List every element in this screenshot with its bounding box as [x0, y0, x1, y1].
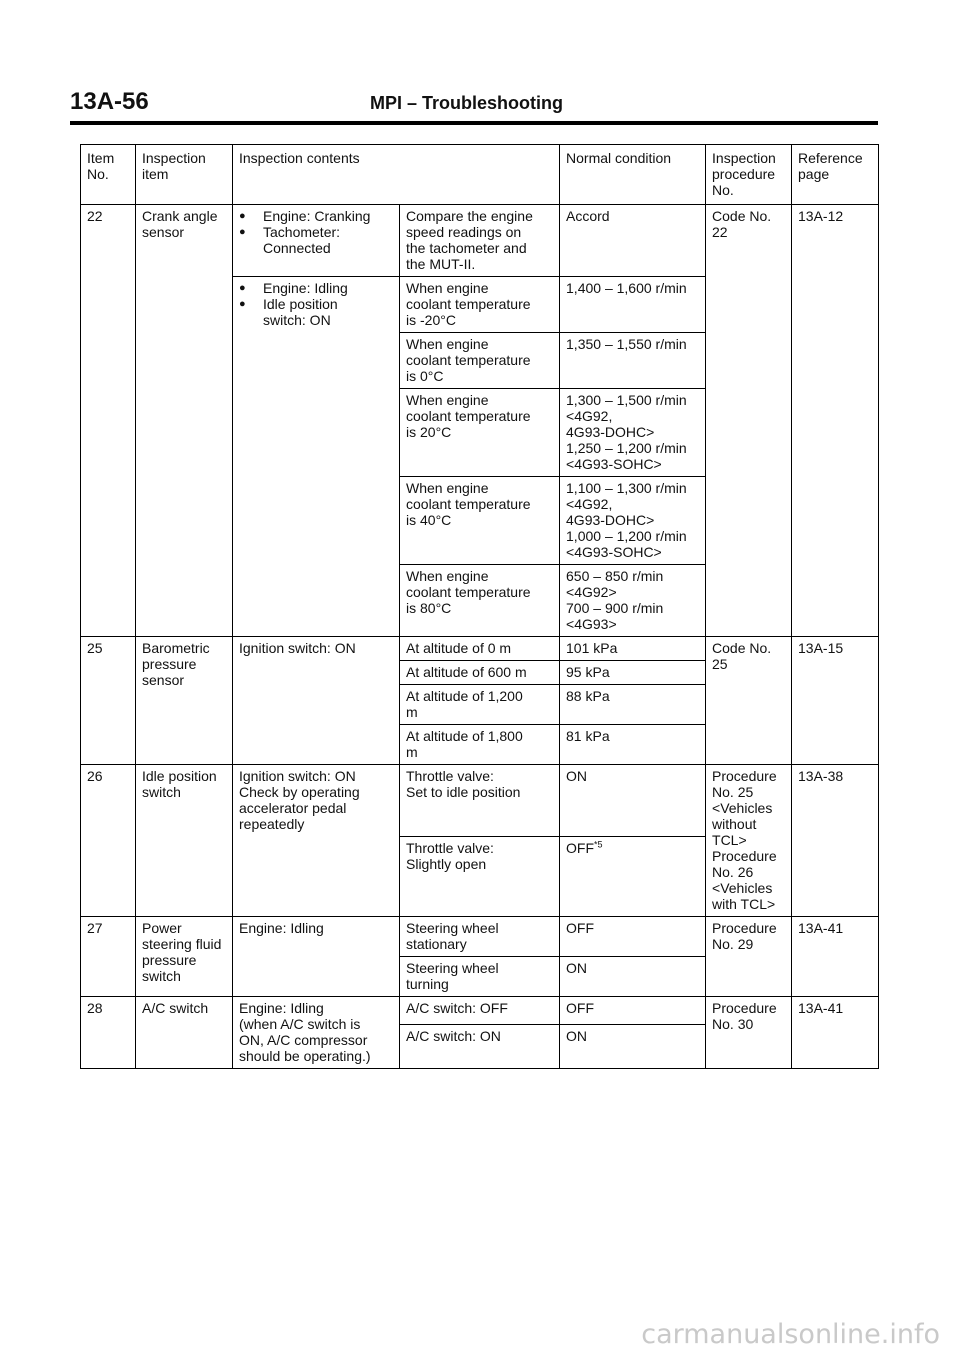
condition-cell: Throttle valve: Set to idle position	[400, 765, 560, 837]
item-no-cell: 28	[81, 997, 136, 1069]
normal-condition-cell: ON	[560, 765, 706, 837]
normal-condition-cell: 101 kPa	[560, 637, 706, 661]
procedure-cell: Code No. 22	[706, 205, 792, 637]
bullet-item	[239, 224, 393, 256]
inspection-contents-cell: Engine: Idling (when A/C switch is ON, A/C compressor should be operating.)	[233, 997, 400, 1069]
normal-condition-cell: 1,100 – 1,300 r/min <4G92, 4G93-DOHC> 1,000 – 1,200 r/min <4G93-SOHC>	[560, 477, 706, 565]
normal-condition-cell: ON	[560, 957, 706, 997]
reference-page-cell: 13A-12	[792, 205, 879, 637]
table-row	[81, 205, 879, 277]
header-rule	[70, 121, 878, 125]
table-header-row	[81, 145, 879, 205]
bullet-item	[239, 208, 393, 224]
bullet-text: Idle position switch: ON	[263, 296, 338, 328]
bullet-icon: ●	[239, 226, 246, 238]
table-row	[81, 637, 879, 661]
item-no-cell: 26	[81, 765, 136, 917]
inspection-contents-cell: Ignition switch: ON	[233, 637, 400, 765]
bullet-item	[239, 280, 393, 296]
condition-cell: Compare the engine speed readings on the tachometer and the MUT-II.	[400, 205, 560, 277]
col-header-normal-condition: Normal condition	[560, 145, 706, 205]
normal-condition-cell: 1,400 – 1,600 r/min	[560, 277, 706, 333]
normal-condition-cell: 95 kPa	[560, 661, 706, 685]
condition-cell: Throttle valve: Slightly open	[400, 837, 560, 917]
procedure-cell: Procedure No. 29	[706, 917, 792, 997]
normal-condition-cell: 88 kPa	[560, 685, 706, 725]
table-row	[81, 997, 879, 1025]
condition-cell: When engine coolant temperature is -20°C	[400, 277, 560, 333]
col-header-inspection-item: Inspection item	[136, 145, 233, 205]
inspection-contents-cell	[233, 277, 400, 637]
normal-condition-cell: Accord	[560, 205, 706, 277]
normal-condition-cell: 650 – 850 r/min <4G92> 700 – 900 r/min <4G93>	[560, 565, 706, 637]
inspection-item-cell: Crank angle sensor	[136, 205, 233, 637]
bullet-icon: ●	[239, 210, 246, 222]
condition-cell: When engine coolant temperature is 20°C	[400, 389, 560, 477]
table-row	[81, 765, 879, 837]
normal-condition-cell: ON	[560, 1025, 706, 1069]
condition-cell: At altitude of 600 m	[400, 661, 560, 685]
bullet-text: Engine: Idling	[263, 280, 348, 296]
inspection-item-cell: Barometric pressure sensor	[136, 637, 233, 765]
inspection-contents-cell: Ignition switch: ON Check by operating accelerator pedal repeatedly	[233, 765, 400, 917]
inspection-contents-cell	[233, 205, 400, 277]
footnote-mark: *5	[594, 839, 603, 850]
bullet-item	[239, 296, 393, 328]
item-no-cell: 25	[81, 637, 136, 765]
condition-cell: When engine coolant temperature is 0°C	[400, 333, 560, 389]
item-no-cell: 27	[81, 917, 136, 997]
normal-value: OFF	[566, 840, 595, 856]
condition-cell: At altitude of 1,200 m	[400, 685, 560, 725]
bullet-text: Tachometer: Connected	[263, 224, 341, 256]
normal-condition-cell: 1,300 – 1,500 r/min <4G92, 4G93-DOHC> 1,250 – 1,200 r/min <4G93-SOHC>	[560, 389, 706, 477]
item-no-cell: 22	[81, 205, 136, 637]
bullet-text: Engine: Cranking	[263, 208, 371, 224]
inspection-item-cell: Power steering fluid pressure switch	[136, 917, 233, 997]
watermark: carmanualsonline.info	[641, 1319, 940, 1350]
col-header-item-no: Item No.	[81, 145, 136, 205]
page-title: MPI – Troubleshooting	[370, 93, 563, 113]
inspection-item-cell: Idle position switch	[136, 765, 233, 917]
procedure-cell: Code No. 25	[706, 637, 792, 765]
col-header-inspection-contents: Inspection contents	[233, 145, 560, 205]
reference-page-cell: 13A-41	[792, 917, 879, 997]
condition-cell: When engine coolant temperature is 40°C	[400, 477, 560, 565]
normal-condition-cell: OFF	[560, 997, 706, 1025]
inspection-contents-cell: Engine: Idling	[233, 917, 400, 997]
table-row	[81, 917, 879, 957]
condition-cell: When engine coolant temperature is 80°C	[400, 565, 560, 637]
troubleshooting-table	[80, 144, 879, 1069]
normal-condition-cell: OFF	[560, 917, 706, 957]
condition-cell: Steering wheel turning	[400, 957, 560, 997]
col-header-reference-page: Reference page	[792, 145, 879, 205]
normal-condition-cell	[560, 837, 706, 917]
bullet-icon: ●	[239, 282, 246, 294]
normal-condition-cell: 1,350 – 1,550 r/min	[560, 333, 706, 389]
page-number: 13A-56	[70, 88, 149, 115]
col-header-inspection-procedure: Inspection procedure No.	[706, 145, 792, 205]
reference-page-cell: 13A-38	[792, 765, 879, 917]
condition-cell: A/C switch: ON	[400, 1025, 560, 1069]
reference-page-cell: 13A-15	[792, 637, 879, 765]
page-header	[70, 88, 880, 122]
condition-cell: A/C switch: OFF	[400, 997, 560, 1025]
bullet-icon: ●	[239, 298, 246, 310]
procedure-cell: Procedure No. 25 <Vehicles without TCL> Procedure No. 26 <Vehicles with TCL>	[706, 765, 792, 917]
reference-page-cell: 13A-41	[792, 997, 879, 1069]
inspection-item-cell: A/C switch	[136, 997, 233, 1069]
procedure-cell: Procedure No. 30	[706, 997, 792, 1069]
condition-cell: At altitude of 1,800 m	[400, 725, 560, 765]
condition-cell: Steering wheel stationary	[400, 917, 560, 957]
condition-cell: At altitude of 0 m	[400, 637, 560, 661]
normal-condition-cell: 81 kPa	[560, 725, 706, 765]
